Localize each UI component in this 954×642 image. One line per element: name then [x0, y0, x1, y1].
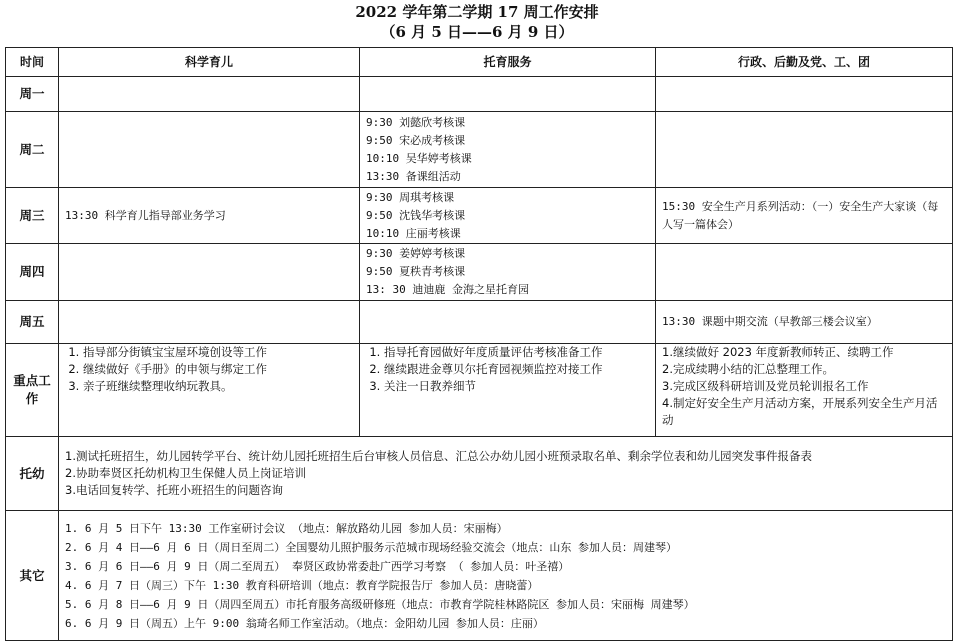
list-item: 1. 指导部分街镇宝宝屋环境创设等工作	[83, 344, 353, 361]
list-item: 10:10 庄丽考核课	[366, 226, 461, 240]
list-item: 13:30 课题中期交流（早教部三楼会议室）	[662, 315, 878, 328]
day-cell: 周三	[6, 188, 59, 244]
admin-cell	[656, 77, 953, 112]
admin-cell	[656, 112, 953, 188]
list-item: 1.测试托班招生，幼儿园转学平台、统计幼儿园托班招生后台审核人员信息、汇总公办幼儿园小班预录取名单、剩余学位表和幼儿园突发事件报备表	[65, 449, 812, 463]
list-item: 9:50 沈钱华考核课	[366, 208, 466, 222]
day-cell: 周四	[6, 244, 59, 301]
list-item: 6. 6 月 9 日（周五）上午 9:00 翁琦名师工作室活动。（地点：金阳幼儿园 参加人员：庄丽）	[65, 616, 544, 630]
day-cell: 周五	[6, 301, 59, 344]
day-cell: 周二	[6, 112, 59, 188]
title-line-2: （6 月 5 日——6 月 9 日）	[380, 23, 574, 41]
header-row	[6, 48, 953, 77]
tuoyou-cell	[59, 437, 953, 511]
nursery-cell	[360, 77, 656, 112]
list-item: 3. 6 月 6 日——6 月 9 日（周二至周五） 奉贤区政协常委赴广西学习考察 （ 参加人员：叶圣禧）	[65, 559, 570, 573]
list-item: 4. 6 月 7 日（周三）下午 1:30 教育科研培训（地点：教育学院报告厅 参加人员：唐晓蕾）	[65, 578, 539, 592]
list-item: 1.继续做好 2023 年度新教师转正、续聘工作	[662, 345, 894, 359]
list-item: 3. 关注一日教养细节	[384, 378, 649, 395]
nursery-cell	[360, 112, 656, 188]
list-item: 9:30 周琪考核课	[366, 190, 455, 204]
day-cell: 其它	[6, 511, 59, 641]
list-item: 2.协助奉贤区托幼机构卫生保健人员上岗证培训	[65, 466, 306, 480]
day-cell	[6, 344, 59, 437]
day-cell: 托幼	[6, 437, 59, 511]
list-item: 3. 亲子班继续整理收纳玩教具。	[83, 378, 353, 395]
list-item: 13: 30 迪迪鹿 金海之星托育园	[366, 283, 529, 296]
list-item: 13:30 科学育儿指导部业务学习	[65, 208, 226, 222]
list-item: 5. 6 月 8 日——6 月 9 日（周四至周五）市托育服务高级研修班（地点：市教育学院桂林路院区 参加人员：宋丽梅 周建琴）	[65, 597, 695, 611]
table-row	[6, 244, 953, 301]
list-item: 9:50 夏秩青考核课	[366, 265, 466, 278]
list-item: 1. 指导托育园做好年度质量评估考核准备工作	[384, 344, 649, 361]
list-item: 13:30 备课组活动	[366, 169, 461, 183]
header-science: 科学育儿	[59, 48, 360, 77]
list-item: 9:30 姜婷婷考核课	[366, 247, 466, 260]
admin-cell	[656, 344, 953, 437]
list-item: 3.电话回复转学、托班小班招生的问题咨询	[65, 483, 283, 497]
list-item: 2. 继续做好《手册》的申领与绑定工作	[83, 361, 353, 378]
day-cell: 周一	[6, 77, 59, 112]
nursery-cell	[360, 344, 656, 437]
list-item: 10:10 吴华婷考核课	[366, 151, 472, 165]
focus-label: 重点工作	[13, 373, 51, 406]
list-item: 2.完成续聘小结的汇总整理工作。	[662, 362, 834, 376]
science-cell	[59, 301, 360, 344]
table-row	[6, 112, 953, 188]
table-row	[6, 511, 953, 641]
admin-cell	[656, 301, 953, 344]
list-item: 2. 6 月 4 日——6 月 6 日（周日至周二）全国婴幼儿照护服务示范城市现场经验交流会（地点：山东 参加人员：周建琴）	[65, 540, 677, 554]
admin-cell	[656, 188, 953, 244]
table-row	[6, 77, 953, 112]
science-cell	[59, 188, 360, 244]
list-item: 9:30 刘懿欣考核课	[366, 115, 466, 129]
science-cell	[59, 244, 360, 301]
header-time: 时间	[6, 48, 59, 77]
list-item: 9:50 宋必成考核课	[366, 133, 466, 147]
list-item: 4.制定好安全生产月活动方案，开展系列安全生产月活动	[662, 396, 938, 427]
table-row	[6, 301, 953, 344]
header-nursery: 托育服务	[360, 48, 656, 77]
list-item: 1. 6 月 5 日下午 13:30 工作室研讨会议 （地点：解放路幼儿园 参加人员：宋丽梅）	[65, 521, 508, 535]
admin-cell	[656, 244, 953, 301]
list-item: 3.完成区级科研培训及党员轮训报名工作	[662, 379, 869, 393]
other-cell	[59, 511, 953, 641]
header-admin: 行政、后勤及党、工、团	[656, 48, 953, 77]
science-cell	[59, 112, 360, 188]
table-row	[6, 344, 953, 437]
nursery-cell	[360, 244, 656, 301]
schedule-table	[5, 47, 953, 641]
title-line-1: 2022 学年第二学期 17 周工作安排	[355, 3, 599, 21]
table-row	[6, 188, 953, 244]
science-cell	[59, 344, 360, 437]
science-cell	[59, 77, 360, 112]
table-row	[6, 437, 953, 511]
list-item: 15:30 安全生产月系列活动：（一）安全生产大家谈（每人写一篇体会）	[662, 199, 939, 231]
list-item: 2. 继续跟进金尊贝尔托育园视频监控对接工作	[384, 361, 649, 378]
nursery-cell	[360, 188, 656, 244]
nursery-cell	[360, 301, 656, 344]
document-title	[0, 2, 954, 42]
